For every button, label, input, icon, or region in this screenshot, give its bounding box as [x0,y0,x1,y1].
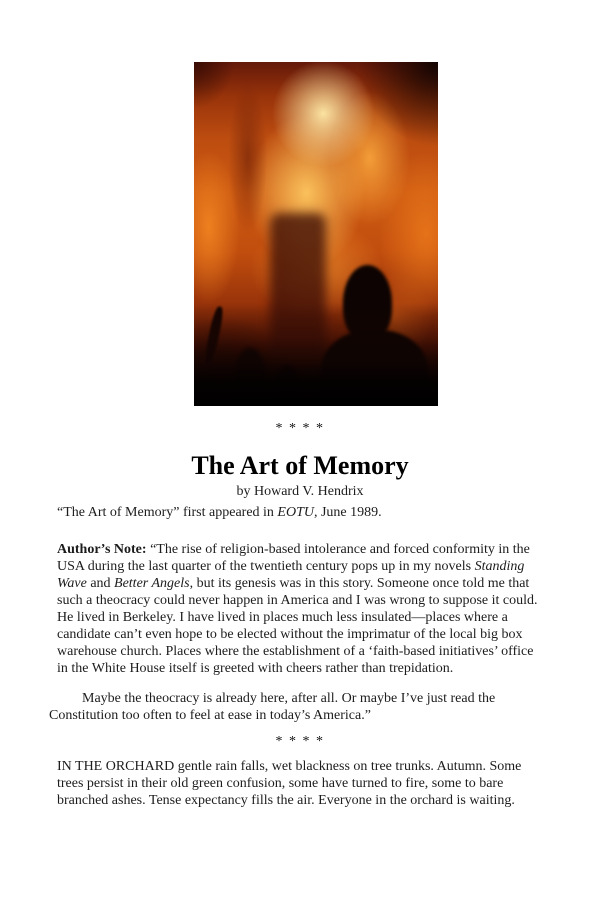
section-separator: * * * * [275,734,325,749]
story-title: The Art of Memory [191,451,409,480]
attribution-text: “The Art of Memory” first appeared in [57,505,278,520]
bonfire-photo [194,62,438,406]
novel-title-standing-wave: Standing Wave [57,559,525,591]
authors-note-label: Author’s Note: [57,542,147,557]
attribution-date: , June 1989. [313,505,382,520]
magazine-name: EOTU [277,505,314,520]
authors-note-closing-paragraph: Maybe the theocracy is already here, after all. Or maybe I’ve just read the Constitution too often to feel at ease in today’s America.” [49,691,496,723]
authors-note-text-3: , but its genesis was in this story. Someone once told me that such a theocracy could never happen in America and I was wrong to suppose it could. He lived in Berkeley. I have lived in places much less insulated—places where a candidate can’t even hope to be elected without the imprimatur of the local big box warehouse church. Places where the establishment of a ‘faith-based initiatives’ office in the White House itself is greeted with cheers rather than trepidation. [57,576,538,676]
novel-title-better-angels: Better Angels [114,576,190,591]
authors-note-text-1: “The rise of religion-based intolerance and forced conformity in the USA during the last quarter of the twentieth century pops up in my novels [57,542,530,574]
authors-note-paragraph [57,541,547,677]
crowd-shadow [194,62,438,406]
authors-note-text-2: and [86,576,115,591]
first-appearance-note [57,504,547,521]
byline: by Howard V. Hendrix [236,484,364,499]
story-opening-paragraph: IN THE ORCHARD gentle rain falls, wet blackness on tree trunks. Autumn. Some trees persist in their old green confusion, some have turned to fire, some to bare branched ashes. Tense expectancy fills the air. Everyone in the orchard is waiting. [57,759,522,808]
section-separator: * * * * [275,421,325,436]
